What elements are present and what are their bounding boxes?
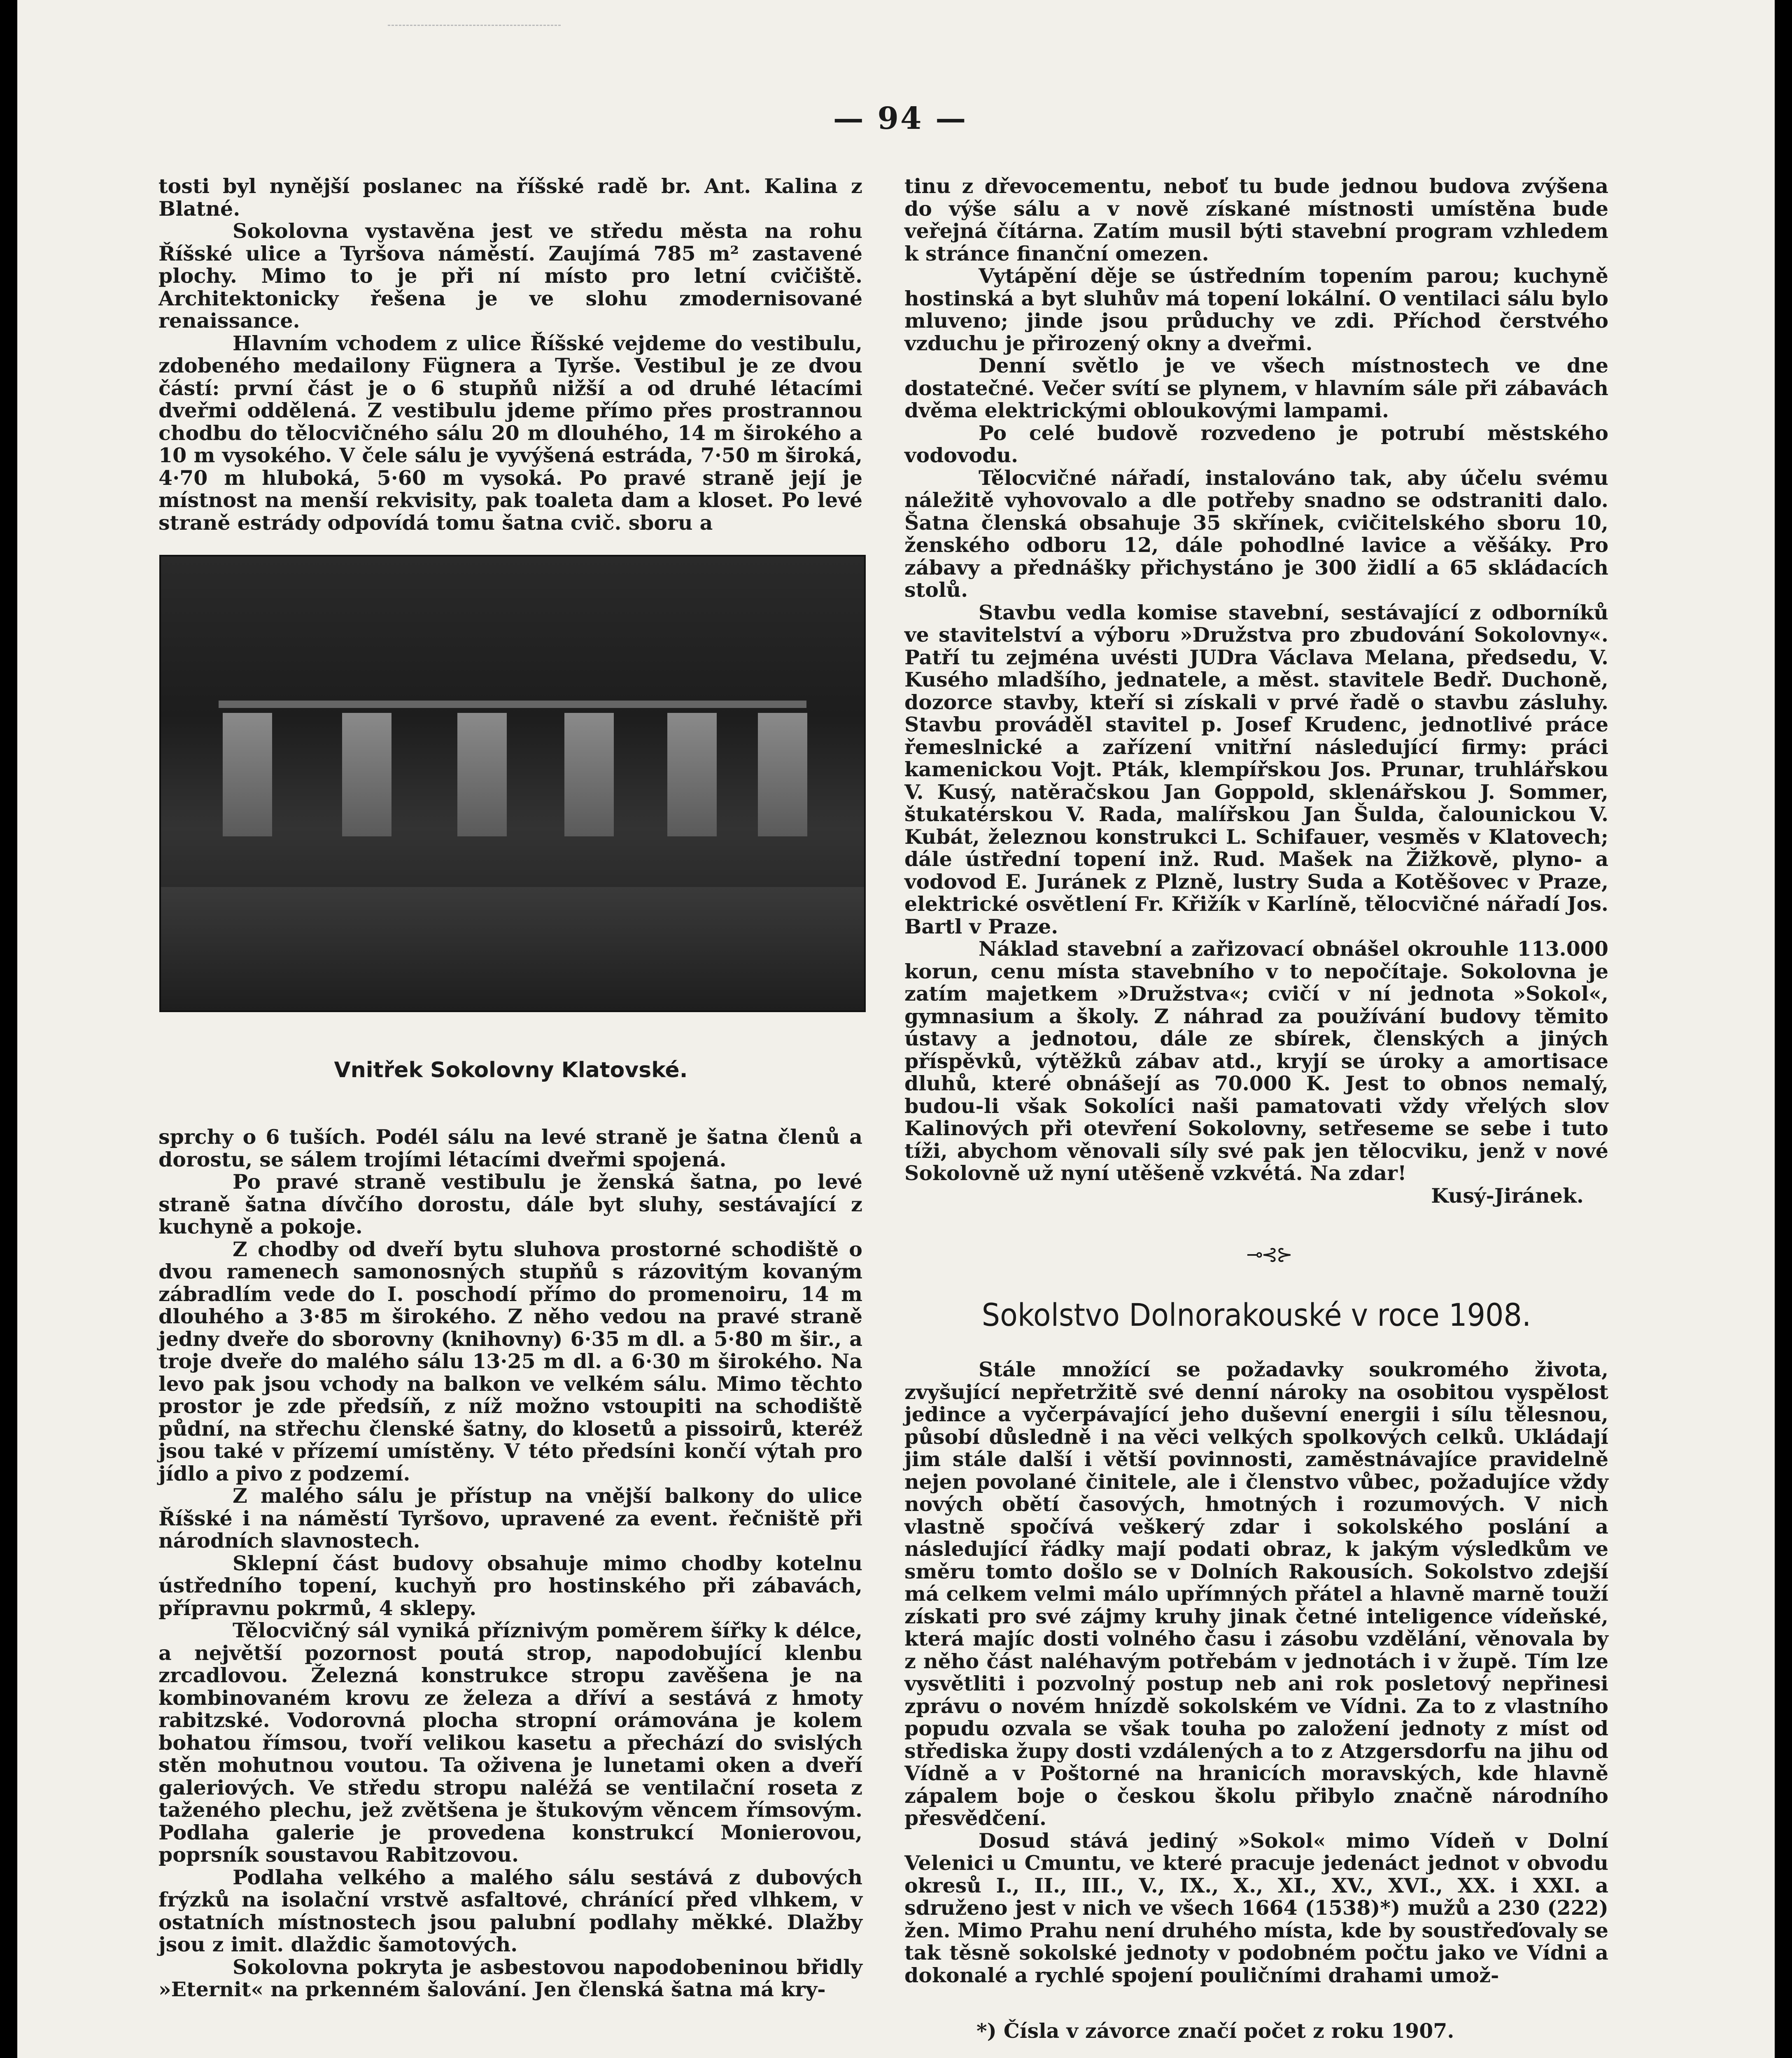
left-column-bottom — [158, 1126, 862, 2001]
photo-caption: Vnitřek Sokolovny Klatovské. — [334, 1058, 688, 1083]
author-signature: Kusý-Jiránek. — [1431, 1183, 1584, 1208]
footnote: *) Čísla v závorce značí počet z roku 1907. — [976, 2019, 1454, 2043]
paragraph: Sklepní část budovy obsahuje mimo chodby kotelnu ústředního topení, kuchyň pro hostinského při zábavách, přípravnu pokrmů, 4 sklepy. — [158, 1551, 862, 1620]
paragraph: sprchy o 6 tuších. Podél sálu na levé straně je šatna členů a dorostu, se sálem trojími létacími dveřmi spojená. — [158, 1125, 862, 1171]
paragraph: Náklad stavební a zařizovací obnášel okrouhle 113.000 korun, cenu místa stavebního v to nepočítaje. Sokolovna je zatím majetkem »Družstva«; cvičí v ní jednota »Sokol«, gymnasium a školy. Z náhrad za používání budovy těmito ústavy a jednotou, dále ze sbírek, členských a jiných příspěvků, výtěžků zábav atd., kryjí se úroky a amortisace dluhů, které obnášejí as 70.000 K. Jest to obnos nemalý, budou-li však Sokolíci naši pamatovati vždy vřelých slov Kalinových při otevření Sokolovny, setřeseme se sebe i tuto tíži, abychom věnovali síly své pak jen tělocviku, jenž v nové Sokolovně už nyní utěšeně vzkvétá. Na zdar! — [904, 937, 1608, 1185]
paragraph: tosti byl nynější poslanec na říšské radě br. Ant. Kalina z Blatné. — [158, 174, 862, 221]
paragraph: Tělocvičné nářadí, instalováno tak, aby účelu svému náležitě vyhovovalo a dle potřeby snadno se odstraniti dalo. Šatna členská obsahuje 35 skřínek, cvičitelského sboru 10, ženského odboru 12, dále pohodlné lavice a věšáky. Pro zábavy a přednášky přichystáno je 300 židlí a 65 skládacích stolů. — [904, 466, 1608, 602]
paragraph: Stavbu vedla komise stavební, sestávající z odborníků ve stavitelství a výboru »Družstva pro zbudování Sokolovny«. Patří tu zejména uvésti JUDra Václava Melana, předsedu, V. Kusého mladšího, jednatele, a měst. stavitele Bedř. Duchoně, dozorce stavby, kteří si získali v prvé řadě o stavbu zásluhy. Stavbu prováděl stavitel p. Josef Krudenc, jednotlivé práce řemeslnické a zařízení vnitřní následující firmy: práci kamenickou Vojt. Pták, klempířskou Jos. Prunar, truhlářskou V. Kusý, natěračskou Jan Goppold, sklenářskou J. Sommer, štukatérskou V. Rada, malířskou Jan Šulda, čalounickou V. Kubát, železnou konstrukci L. Schifauer, vesměs v Klatovech; dále ústřední topení inž. Rud. Mašek na Žižkově, plyno- a vodovod E. Juránek z Plzně, lustry Suda a Kotěšovec v Praze, elektrické osvětlení Fr. Křižík v Karlíně, tělocvičné nářadí Jos. Bartl v Praze. — [904, 600, 1608, 938]
paragraph: Po celé budově rozvedeno je potrubí městského vodovodu. — [904, 421, 1608, 467]
paragraph: Hlavním vchodem z ulice Říšské vejdeme do vestibulu, zdobeného medailony Fügnera a Tyrše. Vestibul je ze dvou částí: první část je o 6 stupňů nižší a od druhé létacími dveřmi oddělená. Z vestibulu jdeme přímo přes prostrannou chodbu do tělocvičného sálu 20 m dlouhého, 14 m širokého a 10 m vysokého. V čele sálu je vyvýšená estráda, 7·50 m široká, 4·70 m hluboká, 5·60 m vysoká. Po pravé straně její je místnost na menší rekvisity, pak toaleta dam a kloset. Po levé straně estrády odpovídá tomu šatna cvič. sboru a — [158, 331, 862, 535]
scan-mark — [388, 0, 561, 26]
left-column-top — [158, 175, 862, 534]
paragraph: Po pravé straně vestibulu je ženská šatna, po levé straně šatna dívčího dorostu, dále byt sluhy, sestávající z kuchyně a pokoje. — [158, 1170, 862, 1239]
sokolovna-interior-photo — [159, 555, 866, 1012]
paragraph: Sokolovna vystavěna jest ve středu města na rohu Říšské ulice a Tyršova náměstí. Zaujímá 785 m² zastavené plochy. Mimo to je při ní místo pro letní cvičiště. Architektonicky řešena je ve slohu zmodernisované renaissance. — [158, 219, 862, 333]
section-ornament: ⊸⊰⊱ — [1246, 1243, 1291, 1266]
paragraph: Denní světlo je ve všech místnostech ve dne dostatečné. Večer svítí se plynem, v hlavním sále při zábavách dvěma elektrickými obloukovými lampami. — [904, 354, 1608, 422]
paragraph: Dosud stává jediný »Sokol« mimo Vídeň v Dolní Velenici u Cmuntu, ve které pracuje jedenáct jednot v obvodu okresů I., II., III., V., IX., X., XI., XV., XVI., XX. i XXI. a sdruženo jest v nich ve všech 1664 (1538)*) mužů a 230 (222) žen. Mimo Prahu není druhého místa, kde by soustřeďovaly se tak těsně sokolské jednoty v podobném počtu jako ve Vídni a dokonalé a rychlé spojení pouličními drahami umož- — [904, 1828, 1608, 1987]
section-heading: Sokolstvo Dolnorakouské v roce 1908. — [981, 1297, 1531, 1333]
right-column-bottom — [904, 1358, 1608, 1986]
paragraph: Z chodby od dveří bytu sluhova prostorné schodiště o dvou ramenech samonosných stupňů s rázovitým kovaným zábradlím vede do I. poschodí přímo do promenoiru, 14 m dlouhého a 3·85 m širokého. Z něho vedou na pravé straně jedny dveře do sborovny (knihovny) 6·35 m dl. a 5·80 m šir., a troje dveře do malého sálu 13·25 m dl. a 6·30 m širokého. Na levo pak jsou vchody na balkon ve velkém sálu. Mimo těchto prostor je zde předsíň, z níž možno vstoupiti na schodiště půdní, na střechu členské šatny, do klosetů a pissoirů, kteréž jsou také v přízemí umístěny. V této předsíni končí výtah pro jídlo a pivo z podzemí. — [158, 1237, 862, 1485]
paragraph: Tělocvičný sál vyniká příznivým poměrem šířky k délce, a největší pozornost poutá strop, napodobující klenbu zrcadlovou. Železná konstrukce stropu zavěšena je na kombinovaném krovu ze železa a dříví a sestává z hmoty rabitzské. Vodorovná plocha stropní orámována je kolem bohatou římsou, tvoří velikou kasetu a přechází do svislých stěn mohutnou voutou. Ta oživena je lunetami oken a dveří galeriových. Ve středu stropu naléžá se ventilační roseta z taženého plechu, jež zvětšena je štukovým věncem římsovým. Podlaha galerie je provedena konstrukcí Monierovou, poprsník soustavou Rabitzovou. — [158, 1618, 862, 1867]
paragraph: Z malého sálu je přístup na vnější balkony do ulice Říšské i na náměstí Tyršovo, upravené za event. řečniště při národních slavnostech. — [158, 1484, 862, 1553]
paragraph: Vytápění děje se ústředním topením parou; kuchyně hostinská a byt sluhův má topení lokální. O ventilaci sálu bylo mluveno; jinde jsou průduchy ve zdi. Příchod čerstvého vzduchu je přirozený okny a dveřmi. — [904, 264, 1608, 355]
right-column-top — [904, 175, 1608, 1207]
paragraph: Stále množící se požadavky soukromého života, zvyšující nepřetržitě své denní nároky na osobitou vyspělost jedince a vyčerpávající jeho duševní energii i sílu tělesnou, působí důsledně i na věci velkých spolkových celků. Ukládají jim stále další i větší povinnosti, zaměstnávajíce pravidelně nejen povolané činitele, ale i členstvo vůbec, požadujíce vždy nových obětí časových, hmotných i rozumových. V nich vlastně spočívá veškerý zdar i sokolského poslání a následující řádky mají podati obraz, k jakým výsledkům ve směru tomto došlo se v Dolních Rakousích. Sokolstvo zdejší má celkem velmi málo upřímných přátel a hlavně marně touží získati pro své zájmy kruhy jinak četné inteligence vídeňské, která majíc dosti volného času i zásobu vzdělání, věnovala by z něho část naléhavým potřebám v jednotách i v župě. Tím lze vysvětliti i pozvolný postup neb ani rok posletový nepřinesi zprávu o novém hnízdě sokolském ve Vídni. Za to z vlastního popudu ozvala se však touha po založení jednoty z míst od střediska župy dosti vzdálených a to z Atzgersdorfu na jihu od Vídně a v Poštorné na hranicích moravských, kde hlavně zápalem boje o českou školu přibylo značně národního přesvědčení. — [904, 1357, 1608, 1830]
paragraph: Sokolovna pokryta je asbestovou napodobeninou břidly »Eternit« na prkenném šalování. Jen členská šatna má kry- — [158, 1955, 862, 2001]
page-number: — 94 — — [833, 101, 968, 136]
paragraph: tinu z dřevocementu, neboť tu bude jednou budova zvýšena do výše sálu a v nově získané místnosti umístěna bude veřejná čítárna. Zatím musil býti stavební program vzhledem k stránce finanční omezen. — [904, 174, 1608, 265]
paragraph: Podlaha velkého a malého sálu sestává z dubových frýzků na isolační vrstvě asfaltové, chránící před vlhkem, v ostatních místnostech jsou palubní podlahy měkké. Dlažby jsou z imit. dlaždic šamotových. — [158, 1865, 862, 1956]
document-page — [17, 0, 1775, 2058]
